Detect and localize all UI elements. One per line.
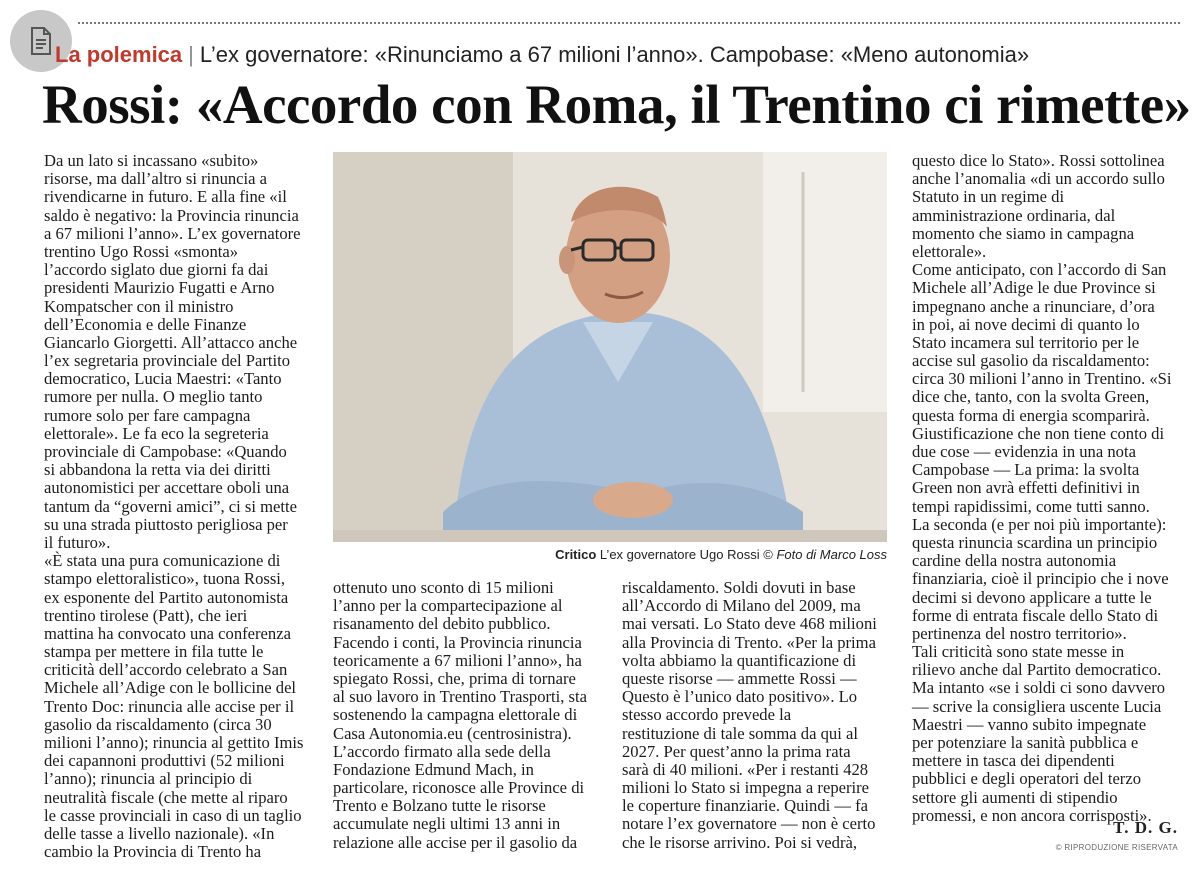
photo-portrait-illustration [333,152,887,542]
article-line: all’Accordo di Milano del 2009, ma [622,596,861,616]
article-line: rumore solo per fare campagna [44,405,251,425]
kicker-separator: | [188,42,194,67]
article-line: Trento Doc: rinuncia alle accise per il [44,696,295,716]
article-line: milioni lo Stato si impegna a reperire [622,778,870,798]
article-line: due cose — evidenzia in una nota [912,442,1136,461]
article-line: alla Provincia di Trento. «Per la prima [622,632,876,652]
article-line: sostenendo la campagna elettorale di [333,705,578,725]
article-line: le coperture finanziarie. Quindi — fa [622,796,869,816]
article-line: anche l’anomalia «di un accordo sullo [912,169,1165,189]
article-line: accumulate negli ultimi 13 anni in [333,814,561,834]
article-line: riscaldamento. Soldi dovuti in base [622,578,856,597]
article-line: stesso accordo prevede la [622,705,792,725]
article-line: Trento e Bolzano tutte le risorse [333,796,546,816]
photo-caption [333,547,887,563]
article-line: il futuro». [44,532,111,552]
article-line: Statuto in un regime di [912,187,1065,207]
article-line: per potenziare la sanità pubblica e [912,733,1139,752]
copyright-notice: © RIPRODUZIONE RISERVATA [1055,843,1178,852]
article-line: Da un lato si incassano «subito» [44,151,259,170]
article-line: Fondazione Edmund Mach, in [333,759,534,779]
article-line: Campobase — La prima: la svolta [912,460,1140,480]
kicker-text: L’ex governatore: «Rinunciamo a 67 milioni l’anno». Campobase: «Meno autonomia» [199,42,1030,67]
article-line: saldo è negativo: la Provincia rinuncia [44,205,299,225]
article-line: teoricamente a 67 milioni l’anno», ha [333,650,582,670]
article-line: L’accordo firmato alla sede della [333,741,551,761]
article-line: elettorale». [912,241,987,261]
article-line: rilievo anche dal Partito democratico. [912,660,1162,680]
article-line: tantum da “governi amici”, ci si mette [44,496,297,516]
article-column-1 [44,152,314,861]
article-column-2 [333,579,603,852]
article-line: «È stata una pura comunicazione di [44,551,281,571]
article-line: ex esponente del Partito autonomista [44,587,289,607]
article-line: settore gli aumenti di stipendio [912,787,1118,807]
article-line: Michele all’Adige con le bollicine del [44,678,297,698]
article-line: promessi, e non ancora corrisposti». [912,805,1152,825]
article-line: trentino tirolese (Patt), che ieri [44,605,248,625]
article-line: Michele all’Adige le due Province si [912,278,1156,298]
article-line: Ma intanto «se i soldi ci sono davvero [912,678,1166,698]
article-line: Tali criticità sono state messe in [912,642,1125,662]
article-line: spiegato Rossi, che, prima di tornare [333,668,576,688]
article-line: presidenti Maurizio Fugatti e Arno [44,278,275,298]
caption-credit: Foto di Marco Loss [776,547,887,562]
article-line: questo dice lo Stato». Rossi sottolinea [912,151,1165,170]
article-line: circa 30 milioni l’anno in Trentino. «Si [912,369,1172,389]
article-line: dei capannoni produttivi (52 milioni [44,751,285,771]
top-dotted-rule [78,22,1180,24]
article-line: tempi rapidissimi, come tutti sanno. [912,496,1150,516]
article-line: mattina ha convocato una conferenza [44,623,291,643]
article-line: pubblici e degli operatori del terzo [912,769,1141,789]
article-line: ottenuto uno sconto di 15 milioni [333,578,554,597]
article-line: mettere in tasca dei dipendenti [912,751,1115,771]
article-line: Kompatscher con il ministro [44,296,234,316]
article-line: cambio la Provincia di Trento ha [44,842,262,862]
article-line: risorse, ma dall’altro si rinuncia a [44,169,268,189]
article-line: rivendicarne in futuro. E alla fine «il [44,187,287,207]
article-line: finanziaria, cioè il principio che i nove [912,569,1169,589]
article-line: le casse provinciali in caso di un taglio [44,805,302,825]
article-line: criticità dell’accordo celebrato a San [44,660,288,680]
article-line: Maestri — vanno subito impegnate [912,714,1147,734]
article-photo [333,152,887,542]
article-line: l’ex segretaria provinciale del Partito [44,351,291,371]
article-line: Stato incamera sul territorio per le [912,332,1140,352]
article-line: amministrazione ordinaria, dal [912,205,1116,225]
article-line: relazione alle accise per il gasolio da [333,832,578,852]
article-line: su una strada piuttosto perigliosa per [44,514,288,534]
section-label: La polemica [55,42,183,67]
article-line: dice che, tanto, con la svolta Green, [912,387,1150,407]
article-line: cardine della nostra autonomia [912,551,1117,571]
article-line: l’anno per la compartecipazione al [333,596,563,616]
article-line: trentino Ugo Rossi «smonta» [44,241,239,261]
article-line: Giustificazione che non tiene conto di [912,423,1165,443]
article-line: volta abbiamo la quantificazione di [622,650,857,670]
article-line: — scrive la consigliera uscente Lucia [912,696,1162,716]
caption-kicker: Critico [555,547,597,562]
article-line: queste risorse — ammette Rossi — [622,668,857,688]
article-line: che le risorse arrivino. Poi si vedrà, [622,832,858,852]
article-column-4 [912,152,1187,825]
article-line: Giancarlo Giorgetti. All’attacco anche [44,332,298,352]
article-line: decimi si devono applicare a tutte le [912,587,1152,607]
article-line: questa forma di energia scomparirà. [912,405,1150,425]
article-line: impegnano anche a rinunciare, d’ora [912,296,1155,316]
article-line: milioni l’anno); rinuncia al gettito Imis [44,733,304,752]
article-line: forme di entrata fiscale dello Stato di [912,605,1159,625]
article-line: Facendo i conti, la Provincia rinuncia [333,632,582,652]
article-line: Questo è l’unico dato positivo». Lo [622,687,858,707]
article-line: mai versati. Lo Stato deve 468 milioni [622,614,877,634]
article-line: 2027. Per quest’anno la prima rata [622,741,851,761]
article-line: autonomistici per accettare oboli una [44,478,290,498]
article-line: Green non avrà effetti definitivi in [912,478,1140,498]
article-line: stampa per mettere in fila tutte le [44,642,264,662]
article-line: Casa Autonomia.eu (centrosinistra). [333,723,572,743]
article-line: neutralità fiscale (che mette al riparo [44,787,288,807]
article-line: restituzione di tale somma da qui al [622,723,858,743]
article-line: si abbandona la retta via dei diritti [44,460,271,480]
article-line: elettorale». Le fa eco la segreteria [44,423,269,443]
article-line: particolare, riconosce alle Province di [333,778,585,798]
article-line: Come anticipato, con l’accordo di San [912,260,1167,280]
kicker [55,40,1029,70]
caption-text: L’ex governatore Ugo Rossi © [599,547,773,562]
article-line: risanamento del debito pubblico. [333,614,551,634]
article-line: democratico, Lucia Maestri: «Tanto [44,369,282,389]
article-line: pertinenza del nostro territorio». [912,623,1127,643]
article-line: l’accordo siglato due giorni fa dai [44,260,269,280]
article-line: notare l’ex governatore — non è certo [622,814,876,834]
article-line: La seconda (e per noi più importante): [912,514,1167,534]
headline: Rossi: «Accordo con Roma, il Trentino ci rimette» [42,74,1191,135]
article-line: questa rinuncia scardina un principio [912,532,1158,552]
article-line: dell’Economia e delle Finanze [44,314,247,334]
article-line: provinciale di Campobase: «Quando [44,442,287,461]
article-line: a 67 milioni l’anno». L’ex governatore [44,223,301,243]
article-line: delle tasse a livello nazionale). «In [44,823,275,843]
author-signature: T. D. G. [1113,818,1178,837]
article-line: in poi, ai nove decimi di quanto lo [912,314,1140,334]
article-line: al suo lavoro in Trentino Trasporti, sta [333,687,587,707]
article-column-3 [622,579,892,852]
article-line: momento che siamo in campagna [912,223,1135,243]
article-line: sarà di 40 milioni. «Per i restanti 428 [622,759,869,779]
article-line: stampo elettoralistico», tuona Rossi, [44,569,286,589]
article-line: l’anno); rinuncia al principio di [44,769,253,789]
article-line: gasolio da riscaldamento (circa 30 [44,714,272,734]
article-line: rumore per nulla. O meglio tanto [44,387,263,407]
article-line: accise sul gasolio da riscaldamento: [912,351,1150,371]
document-icon [29,27,53,55]
